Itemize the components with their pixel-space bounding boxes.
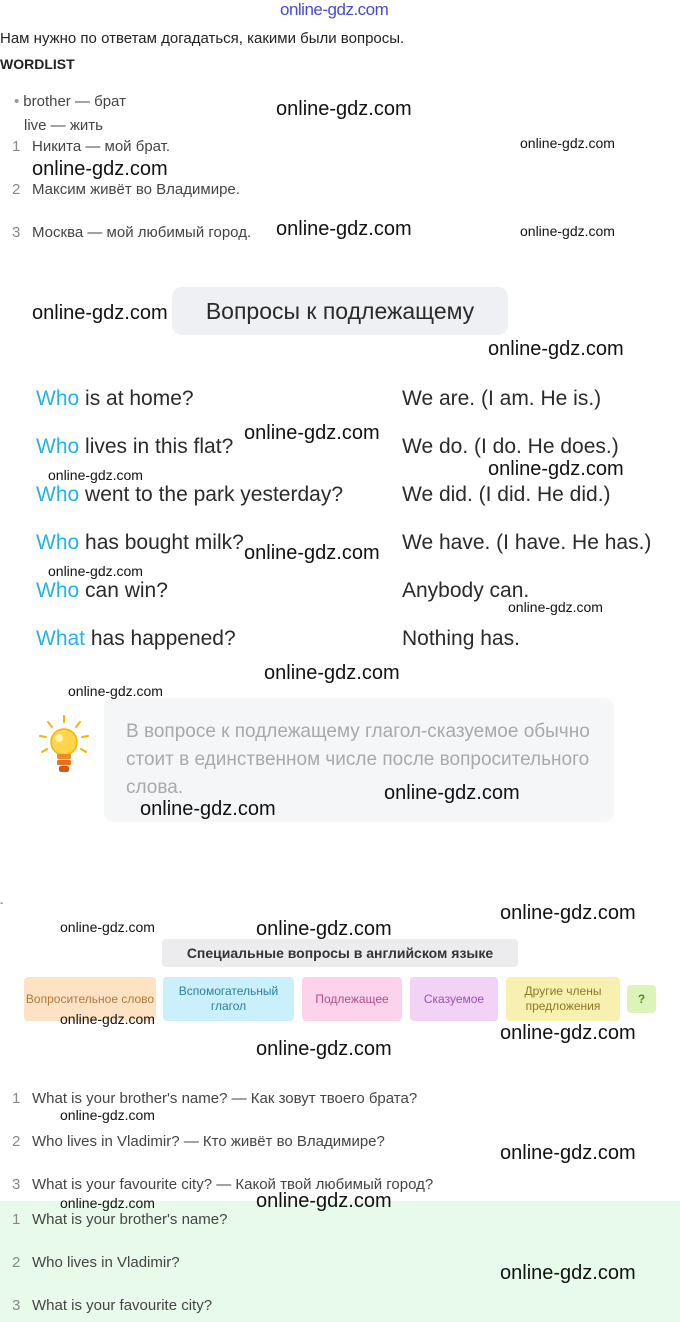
- watermark: online-gdz.com: [276, 98, 412, 120]
- wordlist-item-text: brother — брат: [23, 93, 126, 110]
- item-text: Who lives in Vladimir?: [32, 1254, 180, 1271]
- item-number: 3: [12, 1297, 21, 1314]
- chip-predicate: Сказуемое: [410, 977, 498, 1021]
- question-word: Who: [36, 531, 80, 554]
- item-text: What is your favourite city? — Какой твой любимый город?: [32, 1176, 434, 1193]
- answer-row: Anybody can.: [402, 579, 530, 602]
- item-number: 1: [12, 1090, 21, 1107]
- question-row: [36, 531, 244, 555]
- question-word: Who: [36, 435, 80, 458]
- question-row: [36, 483, 343, 507]
- item-text: Москва — мой любимый город.: [32, 224, 252, 241]
- item-text: What is your brother's name?: [32, 1211, 228, 1228]
- chip-subject: Подлежащее: [302, 977, 402, 1021]
- watermark: online-gdz.com: [32, 302, 168, 324]
- question-rest: went to the park yesterday?: [79, 483, 343, 506]
- watermark: online-gdz.com: [520, 223, 615, 239]
- question-word: Who: [36, 387, 80, 410]
- wordlist-heading: WORDLIST: [0, 56, 75, 72]
- watermark: online-gdz.com: [508, 599, 603, 615]
- item-number: 2: [12, 1133, 21, 1150]
- question-rest: can win?: [79, 579, 168, 602]
- watermark: online-gdz.com: [48, 563, 143, 579]
- item-number: 1: [12, 138, 21, 155]
- question-word: What: [36, 627, 86, 650]
- watermark: online-gdz.com: [500, 1262, 636, 1284]
- watermark: online-gdz.com: [60, 919, 155, 935]
- question-rest: has bought milk?: [79, 531, 244, 554]
- watermark: online-gdz.com: [32, 158, 168, 180]
- chip-question-word: Вопросительное слово: [24, 977, 156, 1021]
- watermark: online-gdz.com: [256, 1038, 392, 1060]
- watermark: online-gdz.com: [244, 542, 380, 564]
- watermark: online-gdz.com: [276, 218, 412, 240]
- item-text: Максим живёт во Владимире.: [32, 181, 240, 198]
- bullet-icon: •: [14, 93, 20, 110]
- question-row: [36, 627, 236, 651]
- watermark: online-gdz.com: [60, 1195, 155, 1211]
- watermark: online-gdz.com: [264, 662, 400, 684]
- question-rest: is at home?: [79, 387, 194, 410]
- wordlist-item: [14, 93, 126, 110]
- item-number: 1: [12, 1211, 21, 1228]
- item-text: Who lives in Vladimir? — Кто живёт во Владимире?: [32, 1133, 385, 1150]
- item-text: What is your favourite city?: [32, 1297, 213, 1314]
- question-word: Who: [36, 579, 80, 602]
- item-number: 3: [12, 224, 21, 241]
- question-row: [36, 579, 168, 603]
- watermark: online-gdz.com: [140, 798, 276, 820]
- answer-row: We are. (I am. He is.): [402, 387, 602, 410]
- chip-question-mark: ?: [627, 985, 656, 1013]
- item-number: 3: [12, 1176, 21, 1193]
- lightbulb-icon: [38, 714, 90, 785]
- task-text: Нам нужно по ответам догадаться, какими были вопросы.: [0, 30, 405, 47]
- chip-auxiliary-verb: Вспомогательный глагол: [163, 977, 294, 1021]
- watermark: online-gdz.com: [68, 683, 163, 699]
- wordlist-item-cut: live — жить: [24, 117, 103, 134]
- watermark: online-gdz.com: [500, 902, 636, 924]
- watermark: online-gdz.com: [244, 422, 380, 444]
- item-text: Никита — мой брат.: [32, 138, 171, 155]
- item-number: 2: [12, 1254, 21, 1271]
- question-row: [36, 387, 194, 411]
- watermark: online-gdz.com: [488, 338, 624, 360]
- watermark: online-gdz.com: [500, 1022, 636, 1044]
- separator-dash: -: [0, 898, 4, 909]
- watermark: online-gdz.com: [384, 782, 520, 804]
- watermark: online-gdz.com: [48, 467, 143, 483]
- rule-note-text: В вопросе к подлежащему глагол-сказуемое обычно стоит в единственном числе после вопросительного слова.: [126, 721, 590, 798]
- watermark: online-gdz.com: [256, 1190, 392, 1212]
- answer-row: We do. (I do. He does.): [402, 435, 619, 458]
- question-rest: has happened?: [85, 627, 236, 650]
- watermark: online-gdz.com: [500, 1142, 636, 1164]
- item-text: What is your brother's name? — Как зовут твоего брата?: [32, 1090, 418, 1107]
- question-row: [36, 435, 233, 459]
- answer-row: We did. (I did. He did.): [402, 483, 611, 506]
- watermark: online-gdz.com: [60, 1011, 155, 1027]
- item-number: 2: [12, 181, 21, 198]
- watermark: online-gdz.com: [520, 135, 615, 151]
- question-word: Who: [36, 483, 80, 506]
- rule-title: Вопросы к подлежащему: [172, 287, 508, 335]
- answer-row: We have. (I have. He has.): [402, 531, 652, 554]
- chip-other-members: Другие члены предложения: [506, 977, 620, 1021]
- question-rest: lives in this flat?: [79, 435, 234, 458]
- top-watermark: online-gdz.com: [280, 0, 389, 19]
- watermark: online-gdz.com: [60, 1107, 155, 1123]
- answer-row: Nothing has.: [402, 627, 520, 650]
- watermark: online-gdz.com: [488, 458, 624, 480]
- scheme-title: Специальные вопросы в английском языке: [162, 939, 518, 967]
- watermark: online-gdz.com: [256, 918, 392, 940]
